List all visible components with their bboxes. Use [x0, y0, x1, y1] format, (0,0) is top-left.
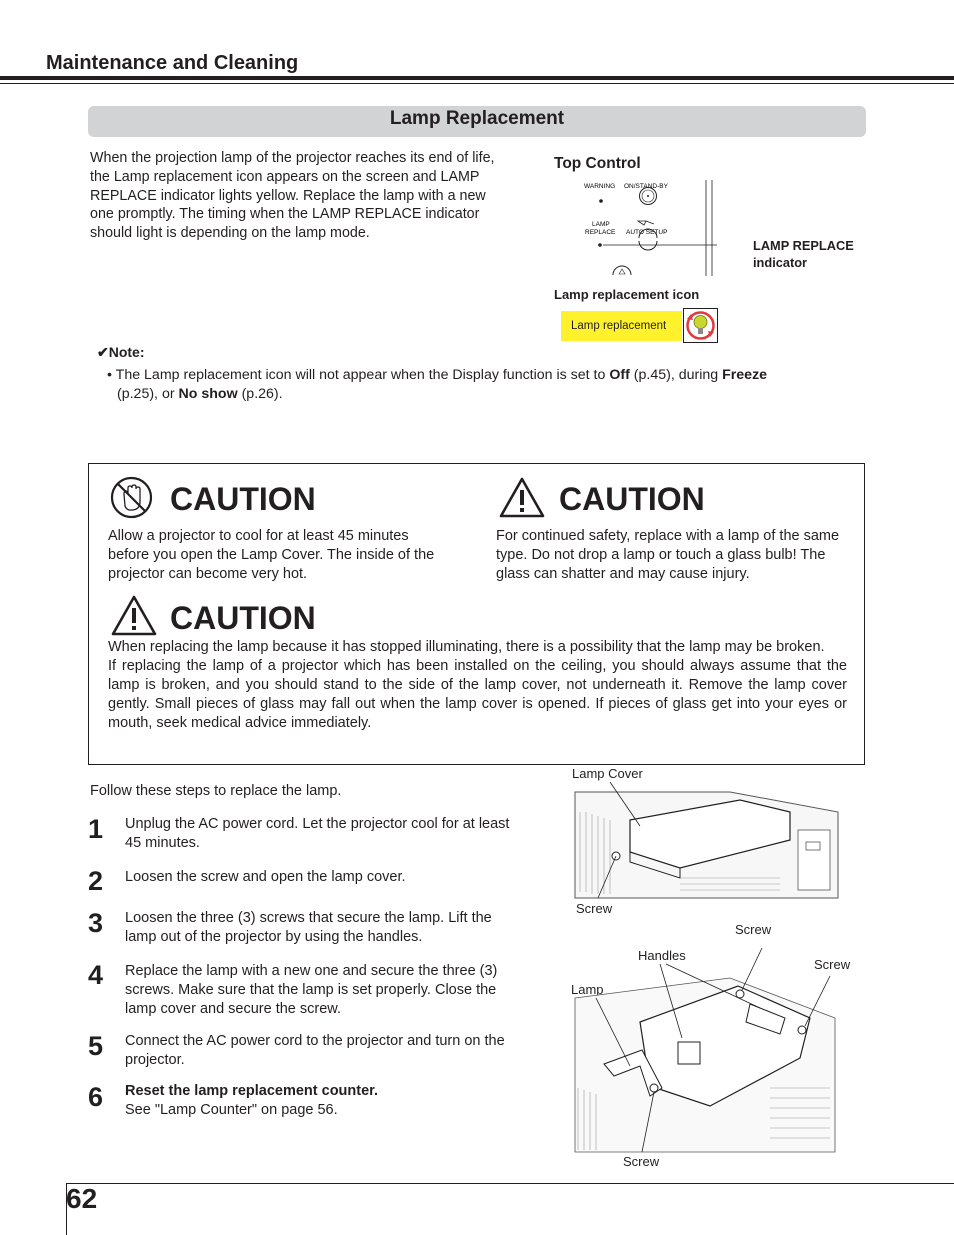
footer-rule: [66, 1183, 954, 1184]
step-number: 3: [88, 908, 104, 938]
warning-indicator-dot: [599, 199, 603, 203]
step-text: Loosen the three (3) screws that secure the lamp. Lift the lamp out of the projector by using the handles.: [125, 910, 492, 945]
intro-paragraph: When the projection lamp of the projector reaches its end of life, the Lamp replacement icon appears on the screen and LAMP REPLACE indicator lights yellow. Replace the lamp with a new one promptly. The timing when the LAMP REPLACE indicator should light is depending on the lamp mode.: [90, 150, 495, 242]
step-number: 5: [88, 1031, 104, 1061]
top-control-diagram: [582, 180, 717, 276]
warning-label: WARNING: [584, 183, 616, 190]
warning-triangle-icon: [110, 594, 158, 637]
auto-setup-label: AUTO SETUP: [626, 229, 668, 236]
step-text: Replace the lamp with a new one and secure the three (3) screws. Make sure that the lamp is set properly. Close the lamp cover and secure the screw.: [125, 963, 498, 1017]
auto-setup-icon: [638, 221, 654, 225]
warning-triangle-icon: [498, 476, 546, 519]
lamp-cover-label: Lamp Cover: [572, 766, 643, 781]
screw-label: Screw: [814, 957, 851, 972]
caution-text-1: Allow a projector to cool for at least 45 minutes before you open the Lamp Cover. The inside of the projector can become very hot.: [108, 528, 435, 582]
step-number: 1: [88, 814, 104, 844]
caution-title-1: CAUTION: [170, 481, 316, 517]
caution-text-3: When replacing the lamp because it has stopped illuminating, there is a possibility that the lamp may be broken. If replacing the lamp of a projector which has been installed on the ceiling, you should always assume that the lamp is broken, and you should stand to the side of the lamp cover, not underneath it. Remove the lamp cover gently. Small pieces of glass may fall out when the lamp cover is opened. If pieces of glass get into your eyes or mouth, seek medical advice immediately.: [108, 639, 847, 731]
lamp-replace-indicator-dot: [598, 243, 602, 247]
page-number: 62: [66, 1183, 98, 1214]
lamp-removal-illustration: [570, 938, 840, 1154]
step-text: Loosen the screw and open the lamp cover.: [125, 869, 406, 885]
top-control-title: Top Control: [554, 155, 641, 172]
lamp-replacement-message: Lamp replacement: [561, 311, 682, 341]
no-touch-hand-icon: [110, 476, 153, 519]
screw-label: Screw: [735, 922, 772, 937]
section-title: Lamp Replacement: [389, 108, 565, 129]
lamp-replace-indicator-label: LAMP REPLACE indicator: [753, 238, 854, 270]
step-text: Connect the AC power cord to the projector and turn on the projector.: [125, 1033, 505, 1068]
header-rule: [0, 76, 954, 80]
on-standby-label: ON/STAND-BY: [624, 183, 668, 190]
lamp-replacement-icon: [683, 308, 718, 343]
auto-setup-button-icon: [639, 241, 657, 250]
lamp-label: Lamp: [571, 982, 604, 997]
steps-intro: Follow these steps to replace the lamp.: [90, 783, 342, 799]
lamp-label: LAMP: [592, 221, 610, 228]
menu-button-icon: [613, 266, 631, 275]
screw-label: Screw: [576, 901, 613, 916]
note-text: • The Lamp replacement icon will not appear when the Display function is set to Off (p.45), during Freeze (p.25), or No show (p.26).: [107, 367, 768, 402]
replace-label: REPLACE: [585, 229, 616, 236]
lamp-cover-illustration: [570, 782, 842, 904]
step-text: Reset the lamp replacement counter. See "Lamp Counter" on page 56.: [125, 1083, 379, 1118]
page-header-title: Maintenance and Cleaning: [46, 52, 299, 74]
step-text: Unplug the AC power cord. Let the projector cool for at least 45 minutes.: [125, 816, 510, 851]
step-number: 2: [88, 866, 104, 896]
screw-label: Screw: [623, 1154, 660, 1169]
handles-label: Handles: [638, 948, 686, 963]
lamp-icon-title: Lamp replacement icon: [554, 287, 700, 302]
caution-text-2: For continued safety, replace with a lamp of the same type. Do not drop a lamp or touch a glass bulb! The glass can shatter and may cause injury.: [496, 528, 840, 582]
step-number: 6: [88, 1082, 104, 1112]
header-rule-thin: [0, 83, 954, 84]
caution-title-2: CAUTION: [559, 481, 705, 517]
note-title: ✔Note:: [97, 344, 145, 360]
step-number: 4: [88, 960, 104, 990]
caution-title-3: CAUTION: [170, 600, 316, 636]
